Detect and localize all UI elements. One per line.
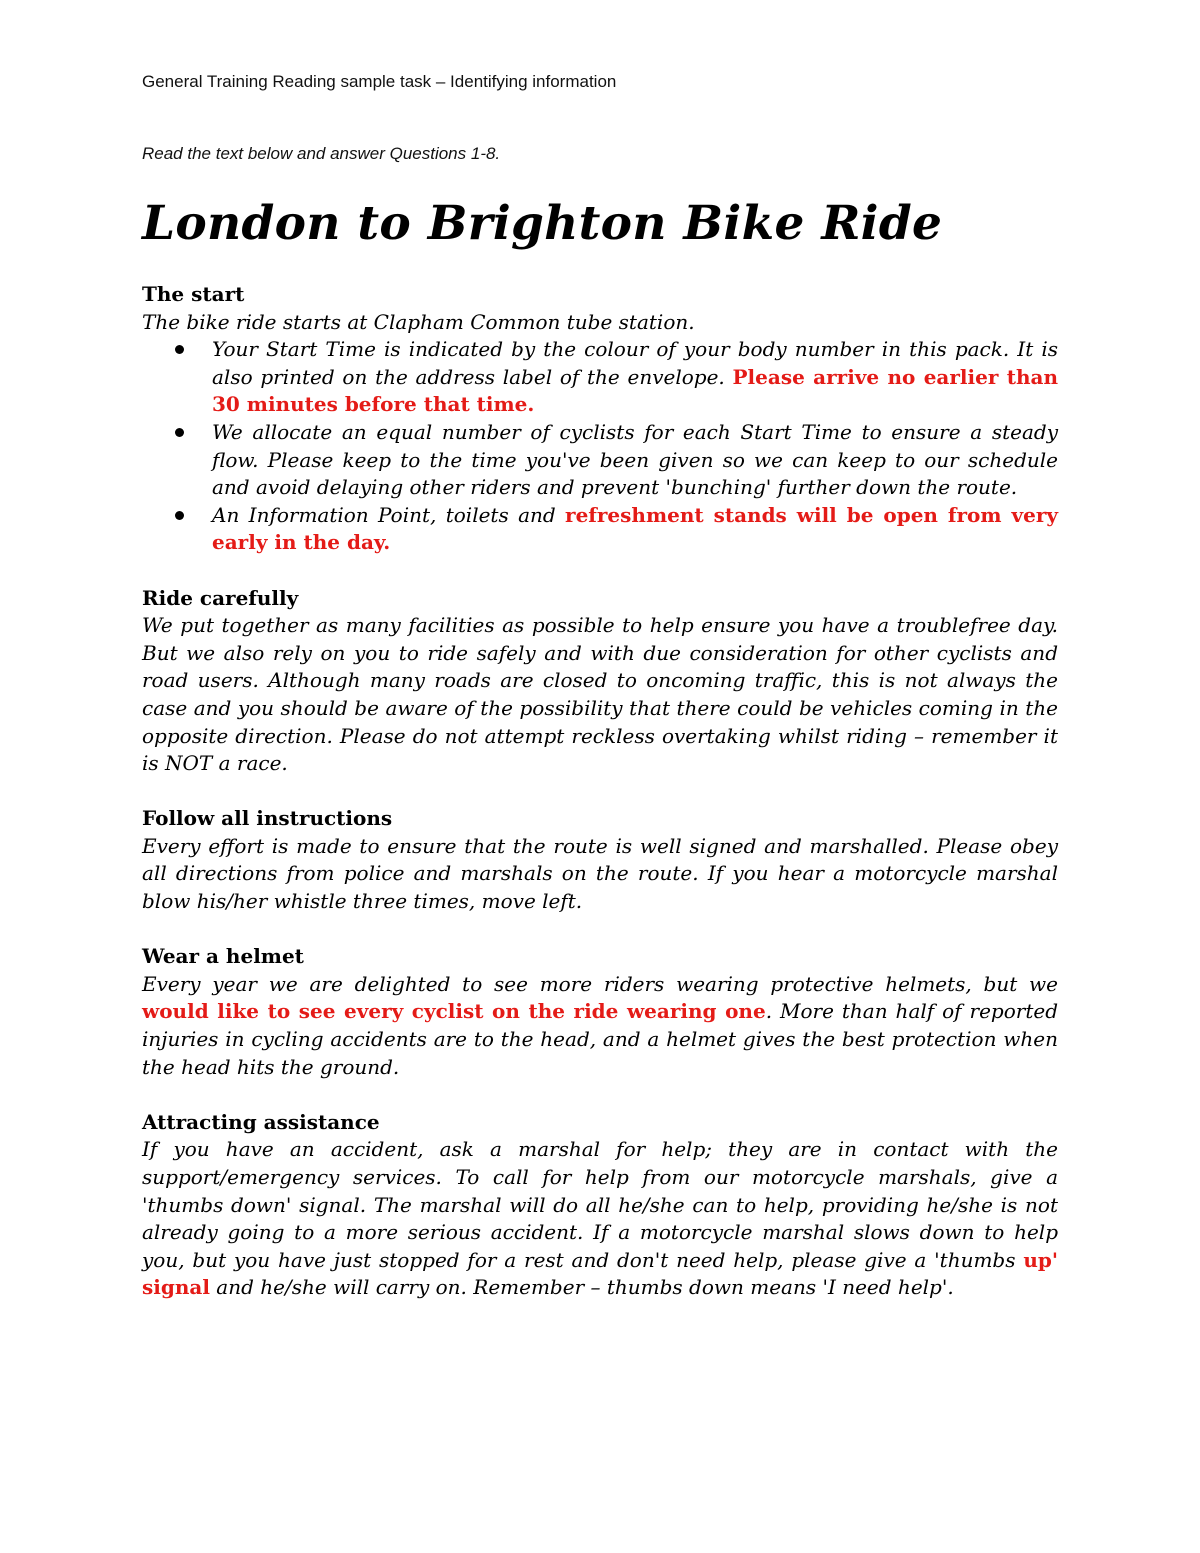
highlighted-text: Please arrive no earlier than 30 minutes before that time. (212, 364, 1058, 417)
paragraph-text: Every year we are delighted to see more riders wearing protective helmets, but we (142, 971, 1058, 996)
bullet-icon (175, 345, 184, 354)
page-header: General Training Reading sample task – Identifying information (142, 72, 617, 91)
section-paragraph (142, 971, 1058, 1081)
section-paragraph: We put together as many facilities as possible to help ensure you have a troublefree day. But we also rely on you to ride safely and with due consideration for other cyclists and road users. Although many roads are closed to oncoming traffic, this is not always the case and you should be aware of the possibility that there could be vehicles coming in the opposite direction. Please do not attempt reckless overtaking whilst riding – remember it is NOT a race. (142, 613, 1058, 776)
section-paragraph (142, 1136, 1058, 1302)
bullet-icon (175, 428, 184, 437)
section-follow-instructions (142, 805, 1058, 915)
section-heading: Wear a helmet (142, 944, 304, 969)
section-wear-helmet (142, 943, 1058, 1081)
paragraph-text: . More than half of reported injuries in cycling accidents are to the head, and a helmet gives the best protection when the head hits the ground. (142, 999, 1058, 1079)
paragraph-text: and he/she will carry on. Remember – thumbs down means 'I need help'. (209, 1275, 954, 1300)
highlighted-text: up' signal (142, 1247, 1058, 1300)
document-title: London to Brighton Bike Ride (142, 196, 943, 251)
bullet-text: An Information Point, toilets and (212, 502, 566, 527)
bullet-list (142, 336, 1058, 557)
bullet-icon (175, 511, 184, 520)
section-heading: Attracting assistance (142, 1109, 380, 1134)
document-body (142, 281, 1058, 1330)
highlighted-text: refreshment stands will be open from very early in the day. (212, 502, 1058, 555)
bullet-text: We allocate an equal number of cyclists for each Start Time to ensure a steady flow. Please keep to the time you've been given so we can keep to our schedule and avoid delaying other riders and prevent 'bunching' further down the route. (212, 419, 1058, 500)
section-attracting-assistance (142, 1109, 1058, 1302)
section-intro: The bike ride starts at Clapham Common tube station. (142, 309, 695, 334)
instructions: Read the text below and answer Questions 1-8. (142, 144, 501, 163)
bullet-text: Your Start Time is indicated by the colour of your body number in this pack. It is also printed on the address label of the envelope. (212, 337, 1058, 389)
section-ride-carefully (142, 585, 1058, 778)
section-heading: The start (142, 282, 245, 306)
section-heading: Ride carefully (142, 585, 299, 610)
section-paragraph: Every effort is made to ensure that the route is well signed and marshalled. Please obey all directions from police and marshals on the route. If you hear a motorcycle marshal blow his/her whistle three times, move left. (142, 833, 1058, 914)
list-item (142, 419, 1058, 502)
highlighted-text: would like to see every cyclist on the ride wearing one (142, 999, 766, 1024)
paragraph-text: If you have an accident, ask a marshal for help; they are in contact with the support/emergency services. To call for help from our motorcycle marshals, give a 'thumbs down' signal. The marshal will do all he/she can to help, providing he/she is not already going to a more serious accident. If a motorcycle marshal slows down to help you, but you have just stopped for a rest and don't need help, please give a 'thumbs (142, 1137, 1058, 1272)
list-item (142, 502, 1058, 557)
section-the-start (142, 281, 1058, 557)
list-item (142, 336, 1058, 419)
section-heading: Follow all instructions (142, 806, 393, 831)
